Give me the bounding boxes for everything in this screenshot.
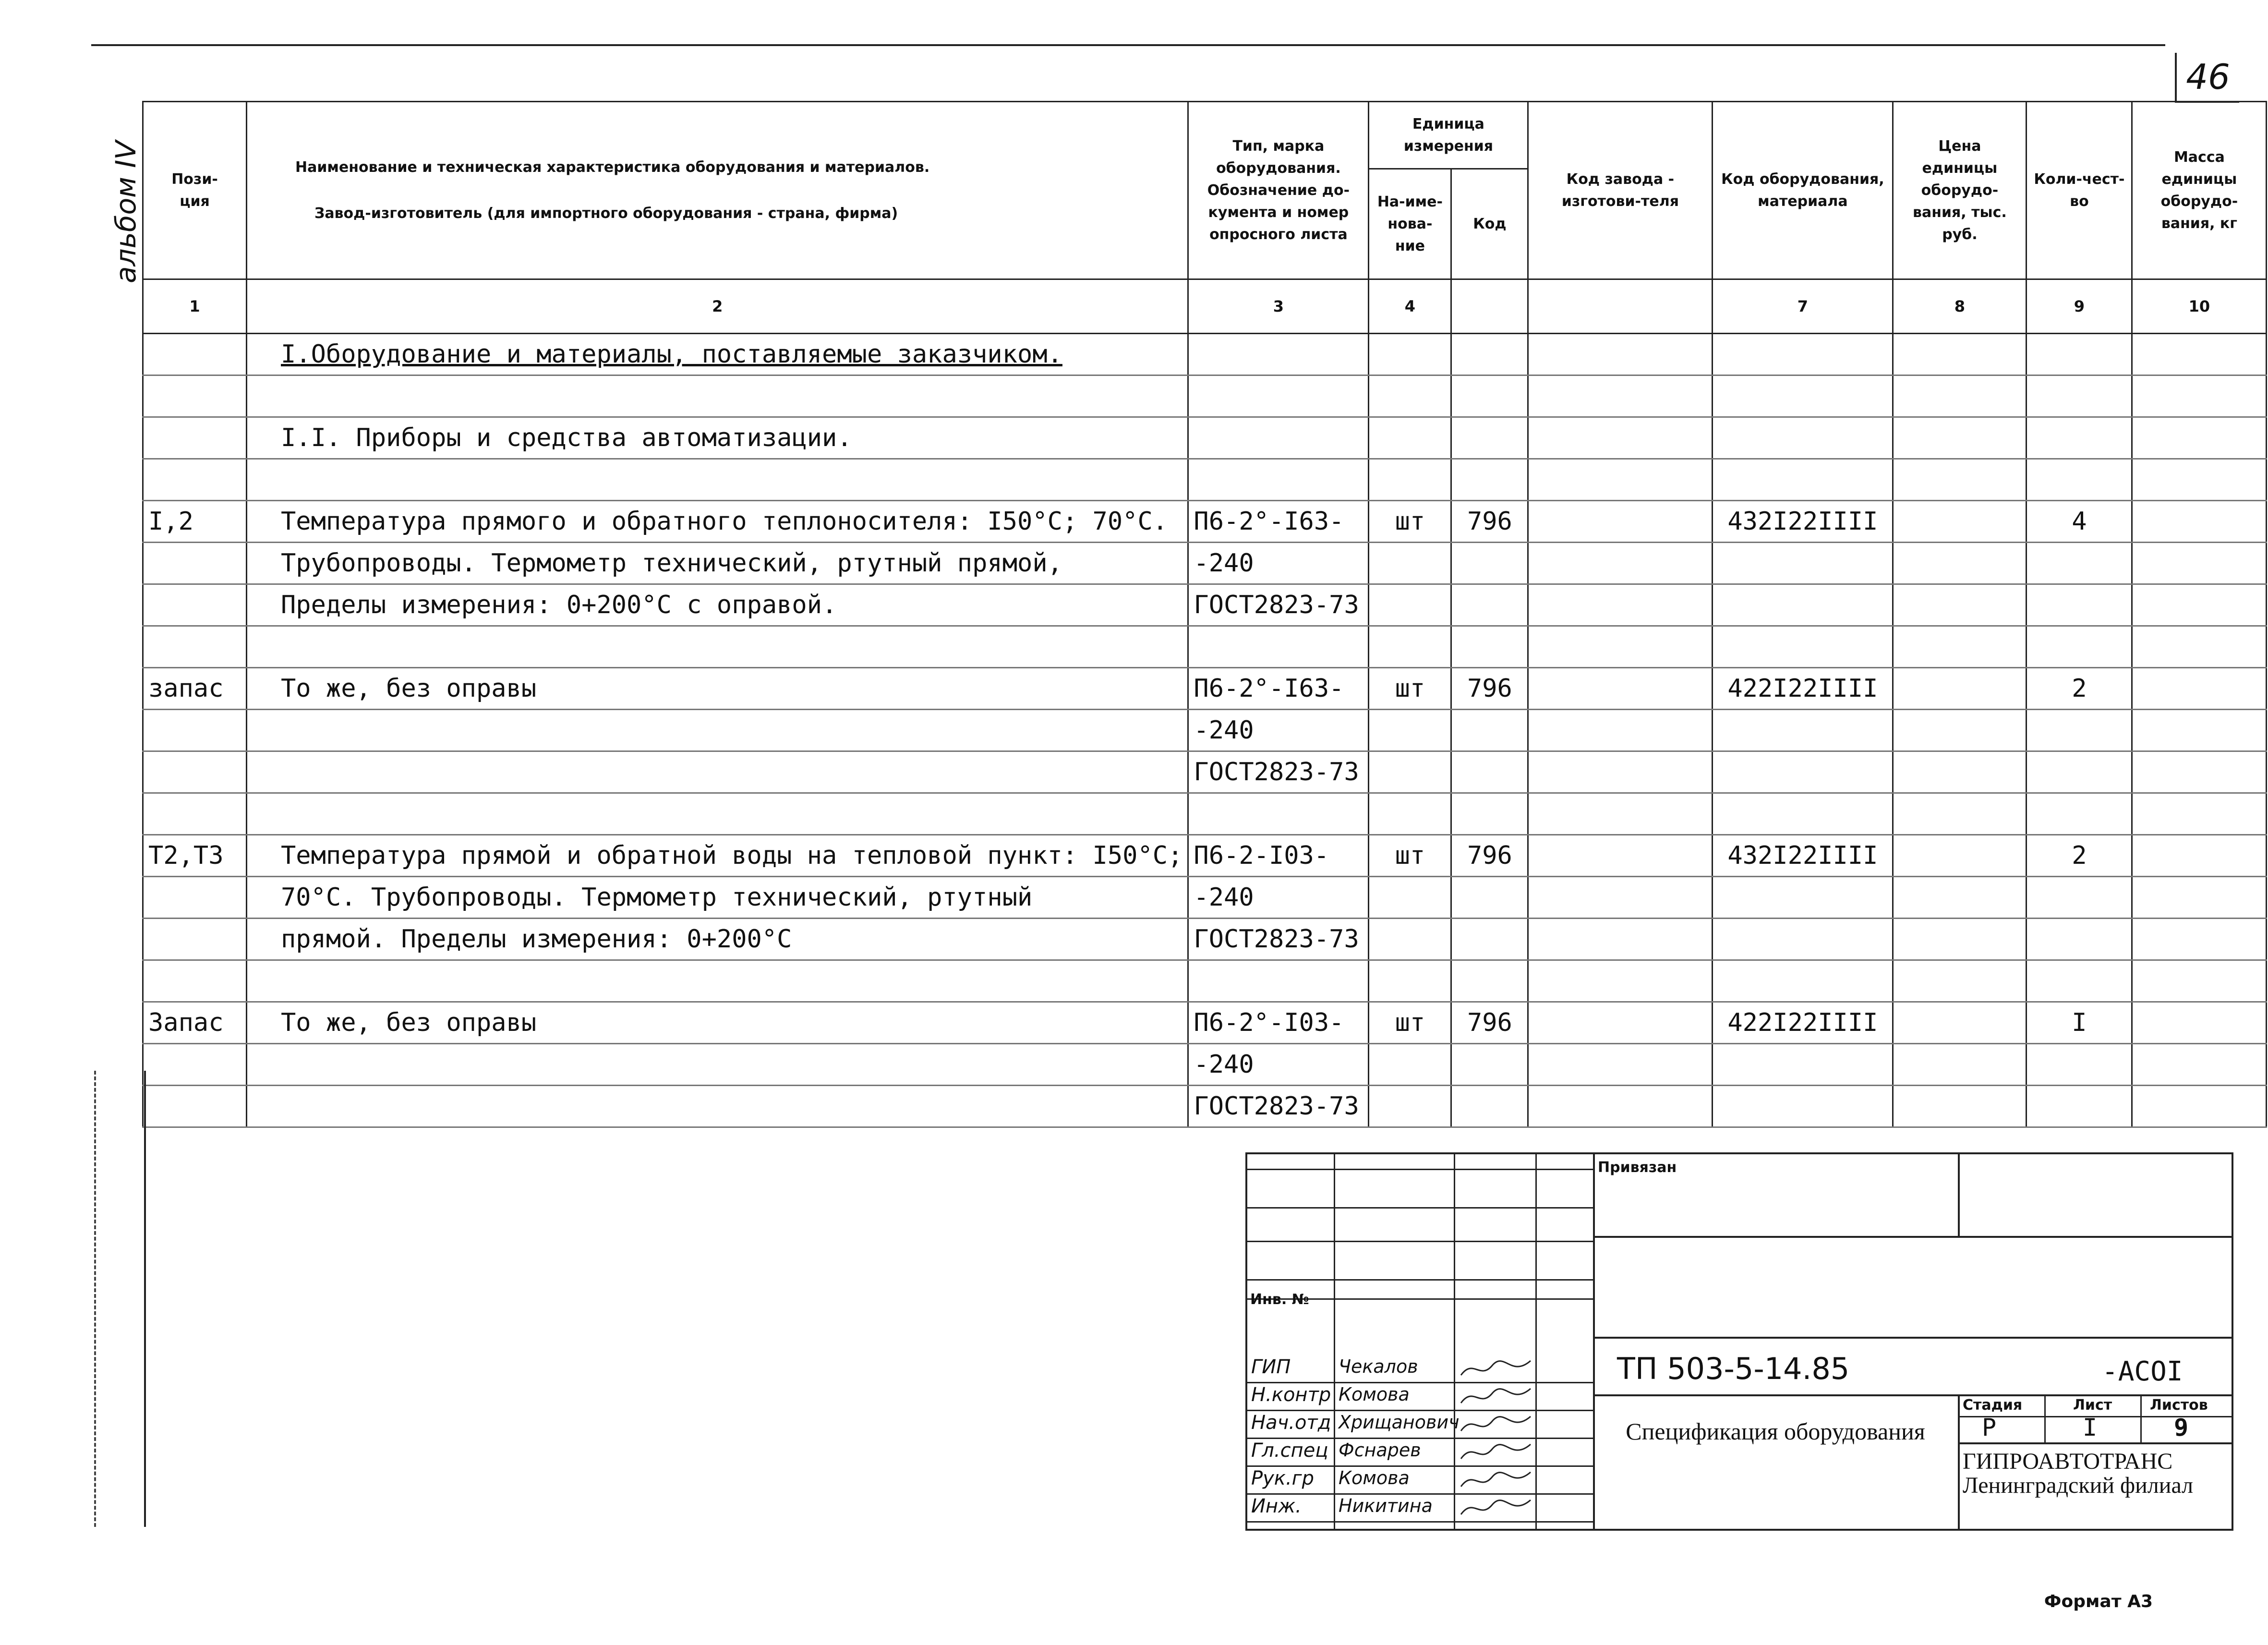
equipment-code-cell: 422I22IIII — [1713, 668, 1893, 710]
signer-role: ГИП — [1251, 1356, 1291, 1378]
col-number — [1451, 279, 1528, 334]
mass-cell — [2132, 751, 2267, 793]
table-row — [143, 1002, 2267, 1044]
mass-cell — [2132, 543, 2267, 584]
mass-cell — [2132, 626, 2267, 668]
signer-role: Рук.гр — [1251, 1467, 1315, 1489]
quantity-cell — [2027, 1086, 2132, 1127]
equipment-code-cell — [1713, 751, 1893, 793]
unit-name-cell — [1369, 543, 1451, 584]
header-quantity: Коли-чест-во — [2027, 102, 2132, 279]
name-cell: То же, без оправы — [247, 668, 1188, 710]
name-cell: Пределы измерения: 0+200°C с оправой. — [247, 584, 1188, 626]
mass-cell — [2132, 710, 2267, 751]
quantity-cell — [2027, 459, 2132, 501]
quantity-cell — [2027, 877, 2132, 919]
unit-code-cell — [1451, 334, 1528, 375]
type-cell: П6-2-I03- — [1188, 835, 1369, 877]
name-cell — [247, 459, 1188, 501]
sheet-value: I — [2083, 1414, 2098, 1441]
table-row — [143, 1044, 2267, 1086]
unit-name-cell — [1369, 417, 1451, 459]
quantity-cell — [2027, 543, 2132, 584]
signer-name: Комова — [1339, 1467, 1410, 1488]
type-cell — [1188, 793, 1369, 835]
signer-role: Инж. — [1251, 1495, 1302, 1517]
price-cell — [1893, 668, 2027, 710]
position-cell — [143, 417, 247, 459]
position-cell: Запас — [143, 1002, 247, 1044]
unit-code-cell — [1451, 751, 1528, 793]
document-suffix: -АСОI — [2102, 1356, 2183, 1387]
mass-cell — [2132, 877, 2267, 919]
table-row — [143, 334, 2267, 375]
mass-cell — [2132, 919, 2267, 960]
col-number: 1 — [143, 279, 247, 334]
signer-name: Хрищанович — [1339, 1412, 1460, 1433]
header-unit-code: Код — [1451, 169, 1528, 279]
maker-code-cell — [1528, 459, 1713, 501]
quantity-cell — [2027, 334, 2132, 375]
signer-role: Нач.отд — [1251, 1412, 1331, 1434]
name-cell: I.I. Приборы и средства автоматизации. — [247, 417, 1188, 459]
signer-name: Фснарев — [1339, 1439, 1421, 1461]
position-cell — [143, 877, 247, 919]
maker-code-cell — [1528, 877, 1713, 919]
price-cell — [1893, 877, 2027, 919]
unit-name-cell — [1369, 960, 1451, 1002]
col-number — [1528, 279, 1713, 334]
name-cell — [247, 960, 1188, 1002]
signature-scribble — [1459, 1439, 1535, 1465]
maker-code-cell — [1528, 710, 1713, 751]
signature-scribble — [1459, 1356, 1535, 1382]
col-number: 4 — [1369, 279, 1451, 334]
document-code: ТП 503-5-14.85 — [1617, 1351, 1850, 1386]
unit-code-cell — [1451, 459, 1528, 501]
position-cell — [143, 793, 247, 835]
table-row — [143, 877, 2267, 919]
equipment-code-cell: 432I22IIII — [1713, 501, 1893, 543]
equipment-code-cell — [1713, 960, 1893, 1002]
unit-name-cell — [1369, 584, 1451, 626]
quantity-cell — [2027, 584, 2132, 626]
quantity-cell: I — [2027, 1002, 2132, 1044]
price-cell — [1893, 960, 2027, 1002]
mass-cell — [2132, 417, 2267, 459]
equipment-code-cell — [1713, 543, 1893, 584]
header-price: Цена единицы оборудо-вания, тыс. руб. — [1893, 102, 2027, 279]
position-cell — [143, 710, 247, 751]
name-cell: прямой. Пределы измерения: 0+200°C — [247, 919, 1188, 960]
type-cell: П6-2°-I63- — [1188, 501, 1369, 543]
quantity-cell — [2027, 960, 2132, 1002]
maker-code-cell — [1528, 1086, 1713, 1127]
position-cell — [143, 459, 247, 501]
table-row — [143, 1086, 2267, 1127]
unit-code-cell: 796 — [1451, 668, 1528, 710]
type-cell: -240 — [1188, 710, 1369, 751]
table-row — [143, 793, 2267, 835]
unit-name-cell — [1369, 877, 1451, 919]
name-cell — [247, 1086, 1188, 1127]
unit-code-cell — [1451, 919, 1528, 960]
type-cell: П6-2°-I03- — [1188, 1002, 1369, 1044]
unit-code-cell — [1451, 417, 1528, 459]
equipment-code-cell: 422I22IIII — [1713, 1002, 1893, 1044]
unit-code-cell — [1451, 1086, 1528, 1127]
signature-scribble — [1459, 1495, 1535, 1521]
header-name-line2: Завод-изготовитель (для импортного оборудования - страна, фирма) — [314, 205, 898, 222]
quantity-cell — [2027, 793, 2132, 835]
format-label: Формат А3 — [2044, 1592, 2153, 1611]
type-cell: -240 — [1188, 1044, 1369, 1086]
maker-code-cell — [1528, 375, 1713, 417]
name-cell — [247, 1044, 1188, 1086]
mass-cell — [2132, 793, 2267, 835]
header-mass: Масса единицы оборудо-вания, кг — [2132, 102, 2267, 279]
unit-code-cell — [1451, 710, 1528, 751]
header-name — [247, 102, 1188, 279]
name-cell: Трубопроводы. Термометр технический, ртутный прямой, — [247, 543, 1188, 584]
unit-code-cell — [1451, 375, 1528, 417]
equipment-code-cell — [1713, 710, 1893, 751]
price-cell — [1893, 334, 2027, 375]
maker-code-cell — [1528, 668, 1713, 710]
equipment-code-cell — [1713, 334, 1893, 375]
signature-scribble — [1459, 1412, 1535, 1438]
unit-name-cell: шт — [1369, 1002, 1451, 1044]
col-number: 8 — [1893, 279, 2027, 334]
type-cell: ГОСТ2823-73 — [1188, 584, 1369, 626]
maker-code-cell — [1528, 334, 1713, 375]
name-cell — [247, 375, 1188, 417]
stage-header: Стадия — [1963, 1397, 2023, 1414]
header-maker-code: Код завода - изготови-теля — [1528, 102, 1713, 279]
table-row — [143, 375, 2267, 417]
signature-scribble — [1459, 1384, 1535, 1410]
sheets-header: Листов — [2150, 1397, 2208, 1414]
unit-name-cell — [1369, 626, 1451, 668]
signer-role: Гл.спец — [1251, 1439, 1328, 1462]
signer-name: Комова — [1339, 1384, 1410, 1405]
type-cell: -240 — [1188, 543, 1369, 584]
unit-code-cell: 796 — [1451, 501, 1528, 543]
price-cell — [1893, 584, 2027, 626]
position-cell — [143, 919, 247, 960]
price-cell — [1893, 793, 2027, 835]
unit-code-cell — [1451, 543, 1528, 584]
name-cell — [247, 793, 1188, 835]
position-cell — [143, 543, 247, 584]
table-row — [143, 919, 2267, 960]
type-cell — [1188, 626, 1369, 668]
mass-cell — [2132, 375, 2267, 417]
unit-name-cell — [1369, 334, 1451, 375]
unit-name-cell — [1369, 459, 1451, 501]
mass-cell — [2132, 334, 2267, 375]
maker-code-cell — [1528, 417, 1713, 459]
maker-code-cell — [1528, 1002, 1713, 1044]
signer-role: Н.контр — [1251, 1384, 1331, 1406]
header-type: Тип, марка оборудования. Обозначение до-кумента и номер опросного листа — [1188, 102, 1369, 279]
quantity-cell — [2027, 710, 2132, 751]
sheets-value: 9 — [2174, 1414, 2189, 1441]
price-cell — [1893, 1002, 2027, 1044]
equipment-code-cell — [1713, 793, 1893, 835]
mass-cell — [2132, 1086, 2267, 1127]
type-cell: ГОСТ2823-73 — [1188, 919, 1369, 960]
mass-cell — [2132, 1044, 2267, 1086]
maker-code-cell — [1528, 751, 1713, 793]
mass-cell — [2132, 960, 2267, 1002]
price-cell — [1893, 626, 2027, 668]
specification-table — [142, 101, 2267, 1128]
price-cell — [1893, 417, 2027, 459]
quantity-cell — [2027, 751, 2132, 793]
table-row — [143, 501, 2267, 543]
price-cell — [1893, 1044, 2027, 1086]
position-cell — [143, 1044, 247, 1086]
table-row — [143, 835, 2267, 877]
price-cell — [1893, 919, 2027, 960]
organization: ГИПРОАВТОТРАНС Ленинградский филиал — [1963, 1449, 2194, 1498]
price-cell — [1893, 459, 2027, 501]
unit-name-cell — [1369, 1044, 1451, 1086]
maker-code-cell — [1528, 543, 1713, 584]
maker-code-cell — [1528, 793, 1713, 835]
type-cell — [1188, 960, 1369, 1002]
unit-name-cell — [1369, 1086, 1451, 1127]
mass-cell — [2132, 584, 2267, 626]
unit-name-cell — [1369, 710, 1451, 751]
maker-code-cell — [1528, 960, 1713, 1002]
price-cell — [1893, 543, 2027, 584]
position-cell — [143, 334, 247, 375]
left-margin-marks — [94, 1071, 146, 1527]
maker-code-cell — [1528, 1044, 1713, 1086]
unit-code-cell — [1451, 626, 1528, 668]
table-row — [143, 710, 2267, 751]
unit-name-cell — [1369, 375, 1451, 417]
unit-name-cell: шт — [1369, 835, 1451, 877]
header-equipment-code: Код оборудования, материала — [1713, 102, 1893, 279]
header-unit-name: На-име-нова-ние — [1369, 169, 1451, 279]
signature-grid — [1247, 1154, 1595, 1529]
name-cell: Температура прямого и обратного теплоносителя: I50°C; 70°C. — [247, 501, 1188, 543]
col-number: 9 — [2027, 279, 2132, 334]
table-row — [143, 584, 2267, 626]
price-cell — [1893, 751, 2027, 793]
quantity-cell — [2027, 375, 2132, 417]
price-cell — [1893, 835, 2027, 877]
equipment-code-cell — [1713, 626, 1893, 668]
equipment-code-cell — [1713, 459, 1893, 501]
position-cell: Т2,Т3 — [143, 835, 247, 877]
position-cell — [143, 626, 247, 668]
col-number: 7 — [1713, 279, 1893, 334]
mass-cell — [2132, 835, 2267, 877]
price-cell — [1893, 375, 2027, 417]
maker-code-cell — [1528, 919, 1713, 960]
name-cell: Температура прямой и обратной воды на тепловой пункт: I50°C; — [247, 835, 1188, 877]
equipment-code-cell — [1713, 919, 1893, 960]
mass-cell — [2132, 501, 2267, 543]
quantity-cell — [2027, 626, 2132, 668]
type-cell — [1188, 334, 1369, 375]
table-row — [143, 543, 2267, 584]
equipment-code-cell — [1713, 1044, 1893, 1086]
type-cell — [1188, 417, 1369, 459]
top-rule — [91, 44, 2165, 46]
page-number: 46 — [2175, 53, 2239, 103]
position-cell — [143, 751, 247, 793]
unit-code-cell — [1451, 1044, 1528, 1086]
header-unit: Единица измерения — [1369, 102, 1528, 169]
price-cell — [1893, 1086, 2027, 1127]
document-title: Спецификация оборудования — [1626, 1418, 1925, 1445]
quantity-cell — [2027, 1044, 2132, 1086]
header-name-line1: Наименование и техническая характеристика оборудования и материалов. — [295, 158, 930, 176]
table-row — [143, 626, 2267, 668]
unit-code-cell: 796 — [1451, 835, 1528, 877]
table-row — [143, 751, 2267, 793]
unit-name-cell — [1369, 751, 1451, 793]
table-row — [143, 417, 2267, 459]
maker-code-cell — [1528, 626, 1713, 668]
quantity-cell — [2027, 417, 2132, 459]
signature-scribble — [1459, 1467, 1535, 1493]
type-cell: -240 — [1188, 877, 1369, 919]
type-cell: ГОСТ2823-73 — [1188, 751, 1369, 793]
mass-cell — [2132, 459, 2267, 501]
unit-name-cell — [1369, 793, 1451, 835]
maker-code-cell — [1528, 501, 1713, 543]
header-position: Пози- ция — [143, 102, 247, 279]
unit-code-cell — [1451, 793, 1528, 835]
column-numbers-row — [143, 279, 2267, 334]
album-label: альбом IV — [109, 140, 142, 283]
type-cell: ГОСТ2823-73 — [1188, 1086, 1369, 1127]
equipment-code-cell — [1713, 375, 1893, 417]
price-cell — [1893, 501, 2027, 543]
unit-name-cell: шт — [1369, 501, 1451, 543]
unit-code-cell: 796 — [1451, 1002, 1528, 1044]
name-cell: I.Оборудование и материалы, поставляемые заказчиком. — [247, 334, 1188, 375]
unit-name-cell — [1369, 919, 1451, 960]
price-cell — [1893, 710, 2027, 751]
position-cell — [143, 1086, 247, 1127]
equipment-code-cell: 432I22IIII — [1713, 835, 1893, 877]
quantity-cell — [2027, 919, 2132, 960]
title-block — [1245, 1152, 2233, 1531]
name-cell — [247, 710, 1188, 751]
name-cell — [247, 626, 1188, 668]
equipment-code-cell — [1713, 584, 1893, 626]
type-cell — [1188, 459, 1369, 501]
col-number: 10 — [2132, 279, 2267, 334]
unit-name-cell: шт — [1369, 668, 1451, 710]
unit-code-cell — [1451, 584, 1528, 626]
position-cell — [143, 960, 247, 1002]
signer-name: Никитина — [1339, 1495, 1433, 1516]
inventory-label: Инв. № — [1250, 1291, 1309, 1308]
equipment-code-cell — [1713, 1086, 1893, 1127]
type-cell — [1188, 375, 1369, 417]
name-cell: 70°C. Трубопроводы. Термометр технический, ртутный — [247, 877, 1188, 919]
mass-cell — [2132, 1002, 2267, 1044]
quantity-cell: 4 — [2027, 501, 2132, 543]
table-row — [143, 960, 2267, 1002]
equipment-code-cell — [1713, 417, 1893, 459]
table-row — [143, 459, 2267, 501]
position-cell: I,2 — [143, 501, 247, 543]
quantity-cell: 2 — [2027, 668, 2132, 710]
type-cell: П6-2°-I63- — [1188, 668, 1369, 710]
quantity-cell: 2 — [2027, 835, 2132, 877]
position-cell: запас — [143, 668, 247, 710]
equipment-code-cell — [1713, 877, 1893, 919]
col-number: 3 — [1188, 279, 1369, 334]
position-cell — [143, 375, 247, 417]
name-cell — [247, 751, 1188, 793]
stage-value: Р — [1982, 1414, 1997, 1441]
unit-code-cell — [1451, 960, 1528, 1002]
privyazan-label: Привязан — [1598, 1159, 1677, 1176]
maker-code-cell — [1528, 584, 1713, 626]
unit-code-cell — [1451, 877, 1528, 919]
name-cell: То же, без оправы — [247, 1002, 1188, 1044]
sheet-header: Лист — [2073, 1397, 2112, 1414]
table-row — [143, 668, 2267, 710]
maker-code-cell — [1528, 835, 1713, 877]
signer-name: Чекалов — [1339, 1356, 1418, 1377]
mass-cell — [2132, 668, 2267, 710]
col-number: 2 — [247, 279, 1188, 334]
position-cell — [143, 584, 247, 626]
